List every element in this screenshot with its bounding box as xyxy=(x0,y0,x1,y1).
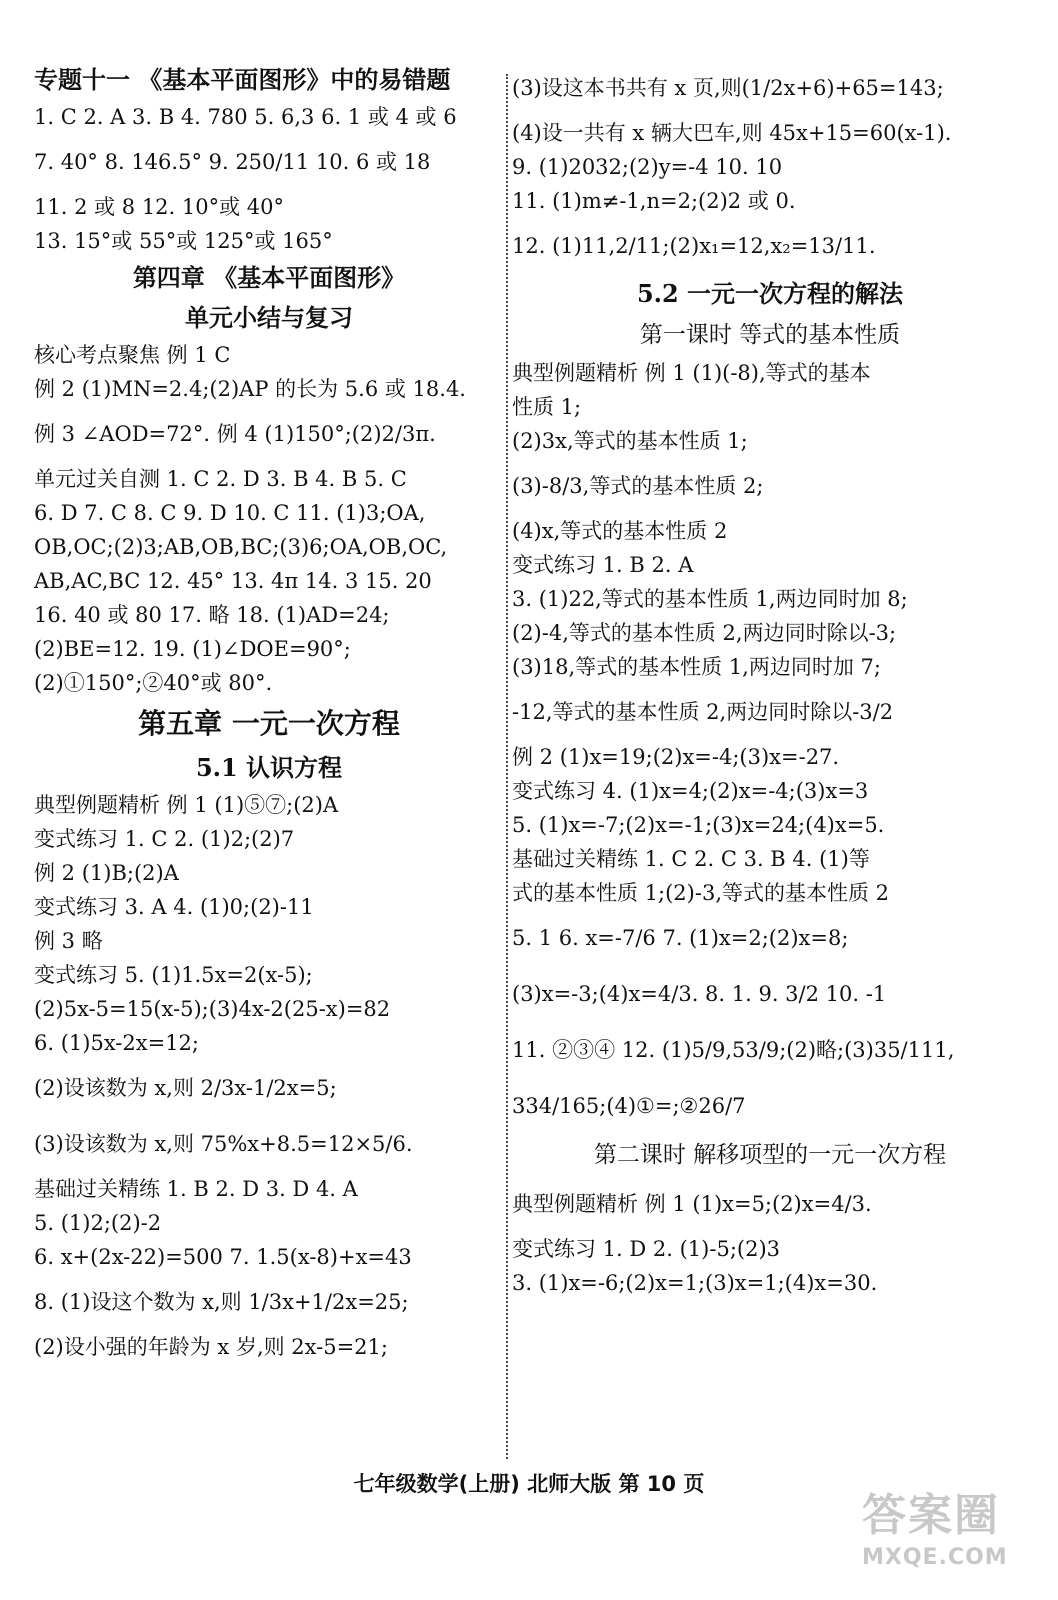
right-line: 变式练习 1. B 2. A xyxy=(512,553,694,577)
left-line: 单元过关自测 1. C 2. D 3. B 4. B 5. C xyxy=(34,467,407,491)
left-line: 6. D 7. C 8. C 9. D 10. C 11. (1)3;OA, xyxy=(34,501,426,525)
watermark-logo xyxy=(862,1488,1042,1584)
right-line: 11. ②③④ 12. (1)5/9,53/9;(2)略;(3)35/111, xyxy=(512,1038,955,1062)
left-line: 6. x+(2x-22)=500 7. 1.5(x-8)+x=43 xyxy=(34,1245,412,1269)
right-line: 12. (1)11,2/11;(2)x₁=12,x₂=13/11. xyxy=(512,234,876,258)
left-line: 11. 2 或 8 12. 10°或 40° xyxy=(34,195,285,219)
left-line: 5.1 认识方程 xyxy=(195,753,343,782)
left-line: 变式练习 5. (1)1.5x=2(x-5); xyxy=(34,963,313,987)
left-line: 例 3 略 xyxy=(34,929,103,953)
right-line: 变式练习 4. (1)x=4;(2)x=-4;(3)x=3 xyxy=(512,779,869,803)
left-line: (2)设小强的年龄为 x 岁,则 2x-5=21; xyxy=(34,1335,388,1359)
watermark-title: 答案圈 xyxy=(862,1490,1000,1541)
left-line: 变式练习 3. A 4. (1)0;(2)-11 xyxy=(34,895,314,919)
right-line: 5. (1)x=-7;(2)x=-1;(3)x=24;(4)x=5. xyxy=(512,813,885,837)
right-line: (3)设这本书共有 x 页,则(1/2x+6)+65=143; xyxy=(512,76,944,100)
right-line: 典型例题精析 例 1 (1)(-8),等式的基本 xyxy=(512,361,871,385)
right-line: (4)设一共有 x 辆大巴车,则 45x+15=60(x-1). xyxy=(512,121,952,145)
left-line: 5. (1)2;(2)-2 xyxy=(34,1211,162,1235)
left-line: (2)BE=12. 19. (1)∠DOE=90°; xyxy=(34,637,351,661)
right-line: 334/165;(4)①=;②26/7 xyxy=(512,1094,746,1118)
right-line: 9. (1)2032;(2)y=-4 10. 10 xyxy=(512,155,783,179)
left-line: 核心考点聚焦 例 1 C xyxy=(34,343,231,367)
left-line: 例 3 ∠AOD=72°. 例 4 (1)150°;(2)2/3π. xyxy=(34,422,436,446)
right-line: 基础过关精练 1. C 2. C 3. B 4. (1)等 xyxy=(512,847,870,871)
left-line: 变式练习 1. C 2. (1)2;(2)7 xyxy=(34,827,295,851)
left-line: 7. 40° 8. 146.5° 9. 250/11 10. 6 或 18 xyxy=(34,150,431,174)
right-line: 第二课时 解移项型的一元一次方程 xyxy=(593,1142,947,1168)
left-line: (2)设该数为 x,则 2/3x-1/2x=5; xyxy=(34,1076,337,1100)
left-line: 1. C 2. A 3. B 4. 780 5. 6,3 6. 1 或 4 或 6 xyxy=(34,105,457,129)
left-line: (2)5x-5=15(x-5);(3)4x-2(25-x)=82 xyxy=(34,997,391,1021)
column-divider xyxy=(506,74,508,1459)
left-line: 16. 40 或 80 17. 略 18. (1)AD=24; xyxy=(34,603,390,627)
right-line: 典型例题精析 例 1 (1)x=5;(2)x=4/3. xyxy=(512,1192,872,1216)
right-line: (3)18,等式的基本性质 1,两边同时加 7; xyxy=(512,655,881,679)
left-line: 13. 15°或 55°或 125°或 165° xyxy=(34,229,333,253)
right-line: (2)3x,等式的基本性质 1; xyxy=(512,429,748,453)
watermark-url: MXQE.COM xyxy=(862,1545,1008,1570)
left-line: 单元小结与复习 xyxy=(185,303,353,332)
right-line: 例 2 (1)x=19;(2)x=-4;(3)x=-27. xyxy=(512,745,840,769)
right-line: 第一课时 等式的基本性质 xyxy=(639,322,901,348)
left-line: 第四章 《基本平面图形》 xyxy=(132,263,406,292)
left-line: (3)设该数为 x,则 75%x+8.5=12×5/6. xyxy=(34,1132,413,1156)
page-footer: 七年级数学(上册) 北师大版 第 10 页 xyxy=(353,1472,705,1496)
right-line: (3)-8/3,等式的基本性质 2; xyxy=(512,474,764,498)
right-line: 性质 1; xyxy=(512,395,582,419)
left-line: (2)①150°;②40°或 80°. xyxy=(34,671,273,695)
right-line: 11. (1)m≠-1,n=2;(2)2 或 0. xyxy=(512,189,796,213)
left-line: 例 2 (1)B;(2)A xyxy=(34,861,179,885)
left-line: AB,AC,BC 12. 45° 13. 4π 14. 3 15. 20 xyxy=(34,569,432,593)
left-line: 8. (1)设这个数为 x,则 1/3x+1/2x=25; xyxy=(34,1290,409,1314)
right-line: 3. (1)22,等式的基本性质 1,两边同时加 8; xyxy=(512,587,908,611)
right-line: 式的基本性质 1;(2)-3,等式的基本性质 2 xyxy=(512,881,890,905)
right-line: (3)x=-3;(4)x=4/3. 8. 1. 9. 3/2 10. -1 xyxy=(512,982,887,1006)
right-column xyxy=(512,60,1028,1300)
left-line: 基础过关精练 1. B 2. D 3. D 4. A xyxy=(34,1177,358,1201)
left-column xyxy=(34,60,504,1364)
right-line: -12,等式的基本性质 2,两边同时除以-3/2 xyxy=(512,700,894,724)
left-line: OB,OC;(2)3;AB,OB,BC;(3)6;OA,OB,OC, xyxy=(34,535,448,559)
right-line: 变式练习 1. D 2. (1)-5;(2)3 xyxy=(512,1237,780,1261)
right-line: (2)-4,等式的基本性质 2,两边同时除以-3; xyxy=(512,621,897,645)
right-line: (4)x,等式的基本性质 2 xyxy=(512,519,728,543)
left-line: 6. (1)5x-2x=12; xyxy=(34,1031,199,1055)
left-line: 专题十一 《基本平面图形》中的易错题 xyxy=(34,65,451,94)
right-line: 5.2 一元一次方程的解法 xyxy=(636,279,904,308)
left-line: 典型例题精析 例 1 (1)⑤⑦;(2)A xyxy=(34,793,339,817)
left-line: 第五章 一元一次方程 xyxy=(138,707,400,740)
left-line: 例 2 (1)MN=2.4;(2)AP 的长为 5.6 或 18.4. xyxy=(34,377,466,401)
right-line: 3. (1)x=-6;(2)x=1;(3)x=1;(4)x=30. xyxy=(512,1271,878,1295)
right-line: 5. 1 6. x=-7/6 7. (1)x=2;(2)x=8; xyxy=(512,926,849,950)
